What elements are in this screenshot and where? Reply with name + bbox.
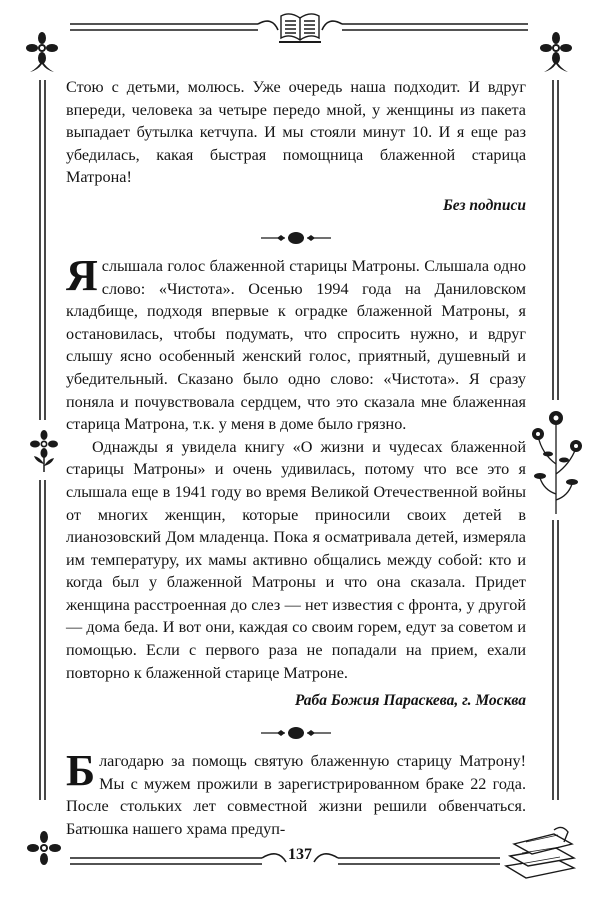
section1-text: Стою с детьми, молюсь. Уже очередь наша подходит. И вдруг впереди, человека за четыре передо мной, у женщины из пакета выпадает бутылка кетчупа. И мы стояли минут 10. И я еще раз убедилась, какая быстрая помощница блаженной старица Матрона! — [66, 78, 526, 187]
section2-para2: Однажды я увидела книгу «О жизни и чудесах блаженной старицы Матроны» и очень удивилась, потому что все это я слышала еще в 1941 году во время Великой Отечественной войны от многих женщин, которые приносили своих детей в лианозовский Дом младенца. Пока я осматривала детей, измеряла им температуру, их мамы активно общались между собой: кто и когда был у блаженной Матроны и что она сказала. Придет женщина расстроенная до слез — нет известия с фронта, у другой — дома беда. И вот они, каждая со своим горем, едут за советом и помощью. Если с первого раза не попадали на прием, ехали повторно к блаженной старице Матроне. — [66, 437, 526, 682]
flower-bouquet-icon — [530, 404, 582, 520]
separator-ornament-icon — [259, 726, 333, 740]
separator-ornament-icon — [259, 231, 333, 245]
dropcap: Б — [66, 746, 96, 796]
dropcap: Я — [66, 250, 98, 300]
section3-text: лагодарю за помощь святую блаженную старицу Матрону! Мы с мужем прожили в зарегистрированном браке 22 года. После стольких лет совместной жизни решили обвенчаться. Батюшка нашего храма предуп- — [66, 752, 526, 839]
section2-para1: слышала голос блаженной старицы Матроны. Слышала одно слово: «Чистота». Осенью 1994 года на Даниловском кладбище, подходя впервые к оградке блаженной Матроны, я остановилась, чтобы подумать, что спросить нужно, и вдруг слышу ясно особенный женский голос, приятный, душевный и убедительный. Сказано было одно слово: «Чистота». Я сразу поняла и почувствовала сердцем, что это сказала мне блаженная старица Матрона, т.к. у меня в доме было грязно. — [66, 256, 526, 434]
flower-corner-icon — [22, 30, 62, 76]
flower-side-icon — [26, 430, 62, 474]
section1-signature: Без подписи — [442, 196, 526, 214]
section2 — [66, 250, 526, 712]
section2-signature: Раба Божия Параскева, г. Москва — [294, 692, 526, 710]
section3 — [66, 746, 526, 840]
page-number: 137 — [288, 846, 312, 863]
flower-corner-icon — [536, 30, 576, 76]
text-column — [66, 76, 526, 841]
book-icon — [277, 8, 323, 46]
